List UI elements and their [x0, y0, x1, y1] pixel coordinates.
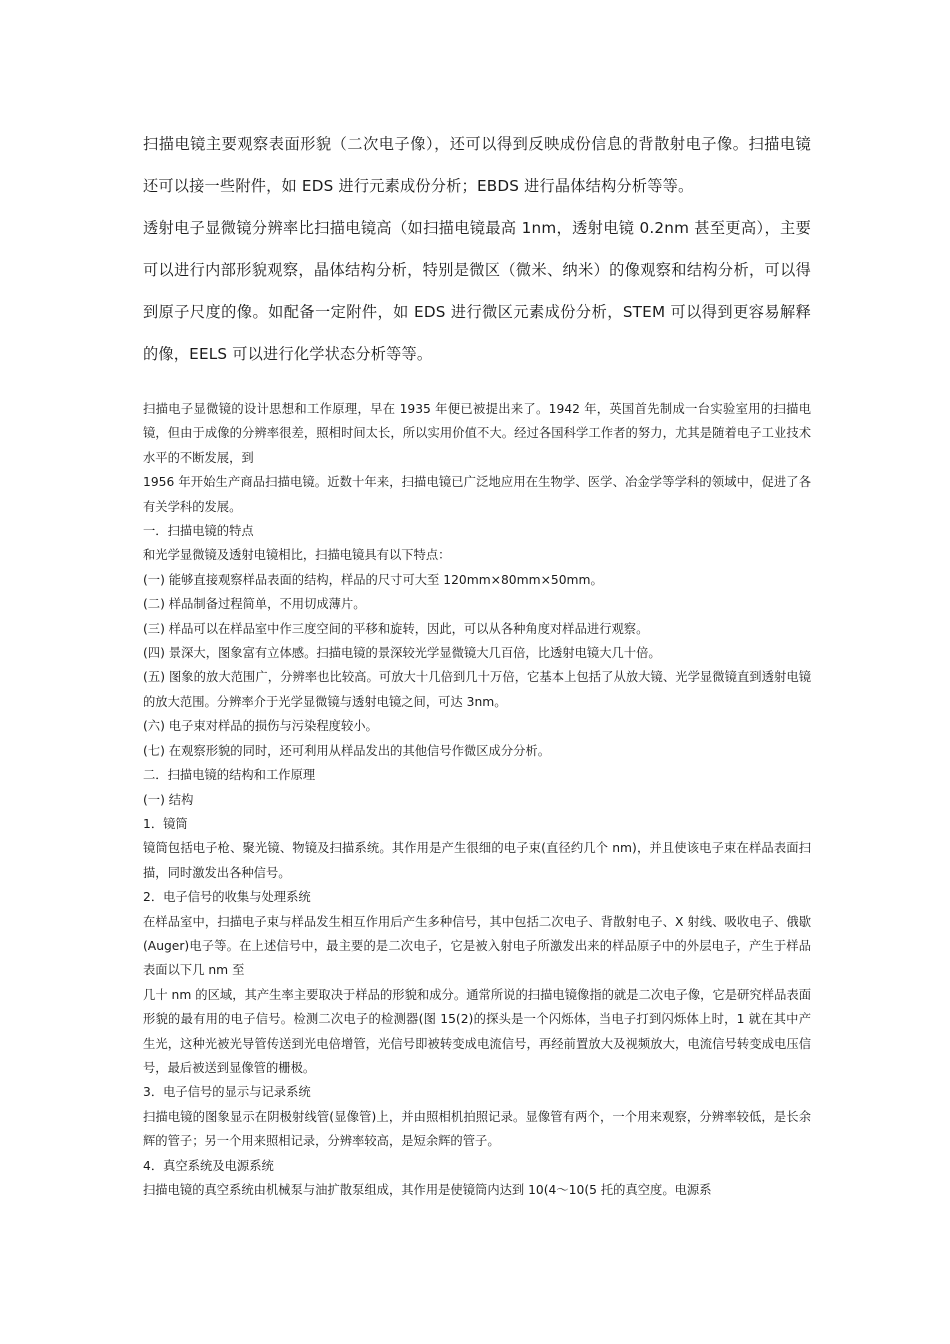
subheading-structure: (一) 结构: [143, 792, 194, 807]
feature-item-6: (六) 电子束对样品的损伤与污染程度较小。: [143, 719, 378, 734]
history-paragraph-cont: 1956 年开始生产商品扫描电镜。近数十年来，扫描电镜已广泛地应用在生物学、医学、冶金学等学科的领域中，促进了各有关学科的发展。: [143, 475, 811, 514]
column-paragraph: 镜筒包括电子枪、聚光镜、物镜及扫描系统。其作用是产生很细的电子束(直径约几个 nm)，并且使该电子束在样品表面扫描，同时激发出各种信号。: [143, 841, 811, 880]
subsection-signal-collection: 2．电子信号的收集与处理系统: [143, 890, 311, 905]
intro-section: [143, 123, 811, 375]
feature-item-4: (四) 景深大，图象富有立体感。扫描电镜的景深较光学显微镜大几百倍，比透射电镜大几十倍。: [143, 646, 661, 661]
feature-item-1: (一) 能够直接观察样品表面的结构，样品的尺寸可大至 120mm×80mm×50mm。: [143, 572, 603, 587]
section-heading-features: 一．扫描电镜的特点: [143, 524, 254, 539]
feature-item-2: (二) 样品制备过程简单，不用切成薄片。: [143, 597, 366, 612]
section-heading-structure: 二．扫描电镜的结构和工作原理: [143, 768, 316, 783]
features-intro: 和光学显微镜及透射电镜相比，扫描电镜具有以下特点：: [143, 548, 451, 563]
feature-item-3: (三) 样品可以在样品室中作三度空间的平移和旋转，因此，可以从各种角度对样品进行观察。: [143, 621, 649, 636]
signal-paragraph: 在样品室中，扫描电子束与样品发生相互作用后产生多种信号，其中包括二次电子、背散射电子、X 射线、吸收电子、俄歇(Auger)电子等。在上述信号中，最主要的是二次电子，它是被入射电子所激发出来的样品原子中的外层电子，产生于样品表面以下几 nm 至: [143, 914, 811, 978]
subsection-column: 1．镜筒: [143, 816, 188, 831]
feature-item-7: (七) 在观察形貌的同时，还可利用从样品发出的其他信号作微区成分分析。: [143, 743, 551, 758]
signal-paragraph-cont: 几十 nm 的区域，其产生率主要取决于样品的形貌和成分。通常所说的扫描电镜像指的就是二次电子像，它是研究样品表面形貌的最有用的电子信号。检测二次电子的检测器(图 15(2)的探头是一个闪烁体，当电子打到闪烁体上时，1 就在其中产生光，这种光被光导管传送到光电倍增管，光信号即被转变成电流信号，再经前置放大及视频放大，电流信号转变成电压信号，最后被送到显像管的栅极。: [143, 987, 811, 1075]
history-paragraph: 扫描电子显微镜的设计思想和工作原理，早在 1935 年便已被提出来了。1942 年，英国首先制成一台实验室用的扫描电镜，但由于成像的分辨率很差，照相时间太长，所以实用价值不大。经过各国科学工作者的努力，尤其是随着电子工业技术水平的不断发展，到: [143, 402, 811, 465]
intro-paragraph-tem: 透射电子显微镜分辨率比扫描电镜高（如扫描电镜最高 1nm，透射电镜 0.2nm 甚至更高），主要可以进行内部形貌观察，晶体结构分析，特别是微区（微米、纳米）的像观察和结构分析，可以得到原子尺度的像。如配备一定附件，如 EDS 进行微区元素成份分析，STEM 可以得到更容易解释的像，EELS 可以进行化学状态分析等等。: [143, 219, 811, 363]
vacuum-paragraph: 扫描电镜的真空系统由机械泵与油扩散泵组成，其作用是使镜筒内达到 10(4～10(5 托的真空度。电源系: [143, 1183, 712, 1197]
feature-item-5: (五) 图象的放大范围广，分辨率也比较高。可放大十几倍到几十万倍，它基本上包括了从放大镜、光学显微镜直到透射电镜的放大范围。分辨率介于光学显微镜与透射电镜之间，可达 3nm。: [143, 670, 811, 709]
subsection-vacuum: 4．真空系统及电源系统: [143, 1158, 274, 1173]
intro-paragraph-sem: 扫描电镜主要观察表面形貌（二次电子像），还可以得到反映成份信息的背散射电子像。扫描电镜还可以接一些附件，如 EDS 进行元素成份分析；EBDS 进行晶体结构分析等等。: [143, 135, 811, 195]
body-section: [143, 397, 811, 1202]
display-paragraph: 扫描电镜的图象显示在阴极射线管(显像管)上，并由照相机拍照记录。显像管有两个，一个用来观察，分辨率较低，是长余辉的管子；另一个用来照相记录，分辨率较高，是短余辉的管子。: [143, 1109, 811, 1149]
subsection-display: 3．电子信号的显示与记录系统: [143, 1085, 311, 1100]
